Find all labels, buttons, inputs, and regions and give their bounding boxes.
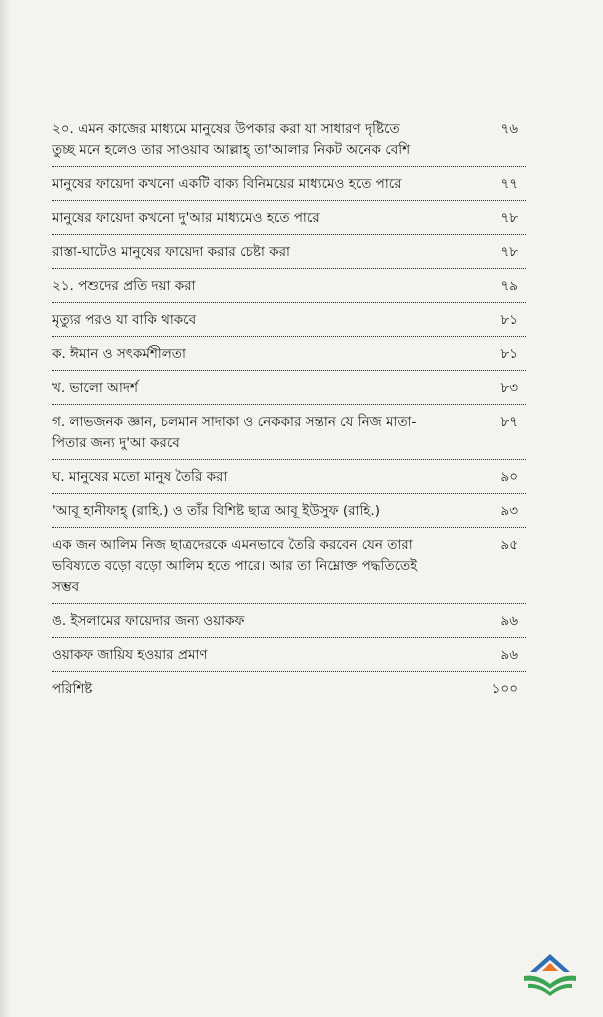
toc-entry-page: ১০০ [491, 681, 518, 697]
publisher-logo-icon [518, 950, 582, 998]
toc-entry[interactable] [52, 460, 522, 494]
toc-entry-title: ঙ. ইসলামের ফায়েদার জন্য ওয়াকফ [52, 613, 245, 629]
toc-entry[interactable] [52, 672, 522, 706]
toc-entry-title: গ. লাভজনক জ্ঞান, চলমান সাদাকা ও নেককার সন্তান যে নিজ মাতা-পিতার জন্য দু'আ করবে [52, 414, 417, 451]
toc-entry-page: ৮১ [500, 346, 518, 362]
toc-entry-page: ৯০ [500, 469, 518, 485]
toc-entry-page: ৭৯ [500, 278, 518, 294]
toc-entry-page: ৯৫ [500, 537, 518, 553]
toc-entry[interactable] [52, 604, 522, 638]
toc-entry[interactable] [52, 528, 522, 604]
toc-entry-title: এক জন আলিম নিজ ছাত্রদেরকে এমনভাবে তৈরি করবেন যেন তারা ভবিষ্যতে বড়ো বড়ো আলিম হতে পারে। আর তা নিম্নোক্ত পদ্ধতিতেই সম্ভব [52, 537, 418, 595]
toc-entry-title: ঘ. মানুষের মতো মানুষ তৈরি করা [52, 469, 228, 485]
toc-entry[interactable] [52, 371, 522, 405]
toc-entry[interactable] [52, 405, 522, 460]
toc-entry-title: ২০. এমন কাজের মাধ্যমে মানুষের উপকার করা যা সাধারণ দৃষ্টিতে তুচ্ছ মনে হলেও তার সাওয়াব আল্লাহ্‌ তা'আলার নিকট অনেক বেশি [52, 121, 411, 158]
toc-entry[interactable] [52, 337, 522, 371]
toc-entry[interactable] [52, 269, 522, 303]
page-edge-shadow [0, 0, 10, 1017]
toc-entry-page: ৯৬ [500, 647, 518, 663]
toc-entry-title: পরিশিষ্ট [52, 681, 93, 697]
toc-entry[interactable] [52, 112, 522, 167]
toc-entry[interactable] [52, 303, 522, 337]
toc-entry-title: ওয়াকফ জায়িয হওয়ার প্রমাণ [52, 647, 208, 663]
toc-entry[interactable] [52, 638, 522, 672]
toc-entry[interactable] [52, 201, 522, 235]
toc-entry-page: ৭৮ [500, 244, 518, 260]
toc-entry-page: ৮৩ [500, 380, 518, 396]
toc-entry-title: ক. ঈমান ও সৎকর্মশীলতা [52, 346, 186, 362]
table-of-contents [52, 112, 522, 706]
toc-entry-title: ২১. পশুদের প্রতি দয়া করা [52, 278, 196, 294]
toc-entry-page: ৮৭ [500, 414, 518, 430]
toc-entry-title: খ. ভালো আদর্শ [52, 380, 138, 396]
toc-entry-page: ৯৬ [500, 613, 518, 629]
toc-entry-page: ৯৩ [500, 503, 518, 519]
toc-entry-page: ৭৮ [500, 210, 518, 226]
toc-entry-title: মানুষের ফায়েদা কখনো একটি বাক্য বিনিময়ের মাধ্যমেও হতে পারে [52, 176, 402, 192]
toc-entry[interactable] [52, 167, 522, 201]
toc-entry-page: ৭৬ [500, 121, 518, 137]
toc-entry-page: ৭৭ [500, 176, 518, 192]
toc-entry-title: 'আবূ হানীফাহ্‌ (রাহি.) ও তাঁর বিশিষ্ট ছাত্র আবূ ইউসুফ (রাহি.) [52, 503, 380, 519]
toc-entry-title: রাস্তা-ঘাটেও মানুষের ফায়েদা করার চেষ্টা করা [52, 244, 290, 260]
toc-entry[interactable] [52, 235, 522, 269]
toc-entry-page: ৮১ [500, 312, 518, 328]
toc-entry-title: মানুষের ফায়েদা কখনো দু'আর মাধ্যমেও হতে পারে [52, 210, 320, 226]
toc-entry[interactable] [52, 494, 522, 528]
toc-entry-title: মৃত্যুর পরও যা বাকি থাকবে [52, 312, 197, 328]
